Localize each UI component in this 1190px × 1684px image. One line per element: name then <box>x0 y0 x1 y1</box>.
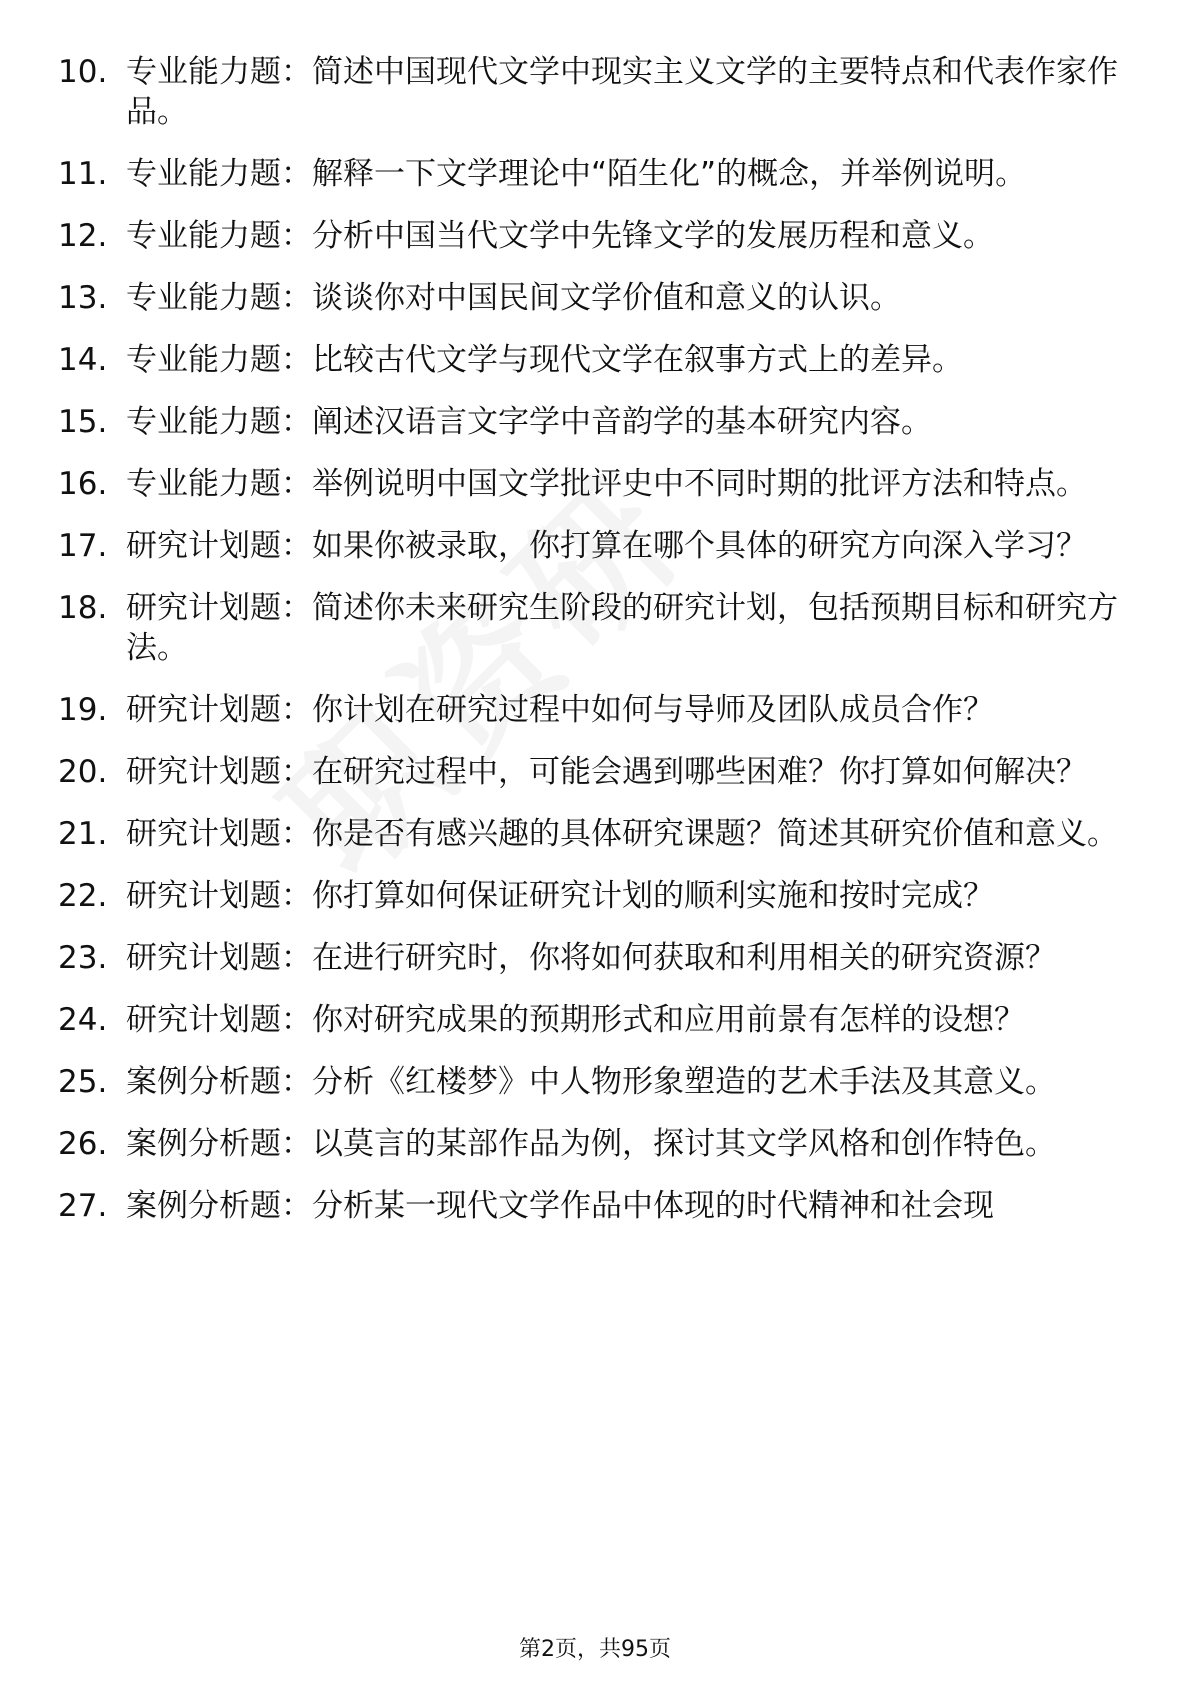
question-list <box>58 52 1138 1248</box>
question-item <box>58 402 1138 442</box>
question-number: 19. <box>58 692 108 728</box>
category-separator: ： <box>281 218 312 254</box>
question-category: 研究计划题 <box>126 528 281 564</box>
question-item <box>58 876 1138 916</box>
category-separator: ： <box>281 466 312 502</box>
question-text: 以莫言的某部作品为例，探讨其文学风格和创作特色。 <box>312 1126 1056 1162</box>
question-item <box>58 216 1138 256</box>
question-item <box>58 1186 1138 1226</box>
question-number: 27. <box>58 1188 108 1224</box>
question-text: 比较古代文学与现代文学在叙事方式上的差异。 <box>312 342 963 378</box>
question-item <box>58 278 1138 318</box>
question-item <box>58 340 1138 380</box>
question-item <box>58 752 1138 792</box>
question-category: 专业能力题 <box>126 218 281 254</box>
category-separator: ： <box>281 54 312 90</box>
question-item <box>58 1062 1138 1102</box>
question-text: 你对研究成果的预期形式和应用前景有怎样的设想？ <box>312 1002 1025 1038</box>
question-number: 10. <box>58 54 108 90</box>
question-number: 21. <box>58 816 108 852</box>
question-item <box>58 1000 1138 1040</box>
question-category: 案例分析题 <box>126 1188 281 1224</box>
question-category: 专业能力题 <box>126 54 281 90</box>
question-number: 14. <box>58 342 108 378</box>
question-number: 23. <box>58 940 108 976</box>
question-category: 专业能力题 <box>126 280 281 316</box>
question-category: 研究计划题 <box>126 754 281 790</box>
category-separator: ： <box>281 940 312 976</box>
question-text: 在研究过程中，可能会遇到哪些困难？你打算如何解决？ <box>312 754 1087 790</box>
category-separator: ： <box>281 528 312 564</box>
question-category: 研究计划题 <box>126 878 281 914</box>
category-separator: ： <box>281 342 312 378</box>
question-number: 26. <box>58 1126 108 1162</box>
question-number: 16. <box>58 466 108 502</box>
question-item <box>58 938 1138 978</box>
category-separator: ： <box>281 754 312 790</box>
question-text: 如果你被录取，你打算在哪个具体的研究方向深入学习？ <box>312 528 1087 564</box>
question-category: 案例分析题 <box>126 1126 281 1162</box>
question-text: 举例说明中国文学批评史中不同时期的批评方法和特点。 <box>312 466 1087 502</box>
question-text: 阐述汉语言文字学中音韵学的基本研究内容。 <box>312 404 932 440</box>
question-category: 案例分析题 <box>126 1064 281 1100</box>
question-item <box>58 526 1138 566</box>
question-text: 分析某一现代文学作品中体现的时代精神和社会现 <box>312 1188 994 1224</box>
question-category: 专业能力题 <box>126 342 281 378</box>
question-category: 专业能力题 <box>126 466 281 502</box>
question-text: 分析《红楼梦》中人物形象塑造的艺术手法及其意义。 <box>312 1064 1056 1100</box>
question-category: 专业能力题 <box>126 404 281 440</box>
question-item <box>58 1124 1138 1164</box>
question-text: 分析中国当代文学中先锋文学的发展历程和意义。 <box>312 218 994 254</box>
question-number: 22. <box>58 878 108 914</box>
category-separator: ： <box>281 1002 312 1038</box>
question-category: 研究计划题 <box>126 590 281 626</box>
question-number: 15. <box>58 404 108 440</box>
question-item <box>58 588 1138 668</box>
category-separator: ： <box>281 1126 312 1162</box>
category-separator: ： <box>281 1188 312 1224</box>
question-item <box>58 154 1138 194</box>
question-category: 研究计划题 <box>126 940 281 976</box>
category-separator: ： <box>281 156 312 192</box>
question-category: 研究计划题 <box>126 816 281 852</box>
category-separator: ： <box>281 404 312 440</box>
category-separator: ： <box>281 878 312 914</box>
question-number: 11. <box>58 156 108 192</box>
question-text: 你打算如何保证研究计划的顺利实施和按时完成？ <box>312 878 994 914</box>
category-separator: ： <box>281 280 312 316</box>
question-text: 解释一下文学理论中“陌生化”的概念，并举例说明。 <box>312 156 1027 192</box>
question-item <box>58 52 1138 132</box>
question-number: 18. <box>58 590 108 626</box>
question-number: 24. <box>58 1002 108 1038</box>
page-footer: 第2页，共95页 <box>519 1637 671 1662</box>
question-text: 你计划在研究过程中如何与导师及团队成员合作？ <box>312 692 994 728</box>
category-separator: ： <box>281 590 312 626</box>
question-text: 在进行研究时，你将如何获取和利用相关的研究资源？ <box>312 940 1056 976</box>
question-number: 12. <box>58 218 108 254</box>
question-item <box>58 814 1138 854</box>
category-separator: ： <box>281 1064 312 1100</box>
category-separator: ： <box>281 816 312 852</box>
question-text: 简述你未来研究生阶段的研究计划，包括预期目标和研究方法。 <box>126 590 1118 666</box>
question-text: 简述中国现代文学中现实主义文学的主要特点和代表作家作品。 <box>126 54 1118 130</box>
question-number: 17. <box>58 528 108 564</box>
question-category: 研究计划题 <box>126 692 281 728</box>
question-category: 专业能力题 <box>126 156 281 192</box>
question-text: 谈谈你对中国民间文学价值和意义的认识。 <box>312 280 901 316</box>
question-number: 25. <box>58 1064 108 1100</box>
category-separator: ： <box>281 692 312 728</box>
question-category: 研究计划题 <box>126 1002 281 1038</box>
question-number: 13. <box>58 280 108 316</box>
question-item <box>58 690 1138 730</box>
question-text: 你是否有感兴趣的具体研究课题？简述其研究价值和意义。 <box>312 816 1118 852</box>
question-item <box>58 464 1138 504</box>
question-number: 20. <box>58 754 108 790</box>
